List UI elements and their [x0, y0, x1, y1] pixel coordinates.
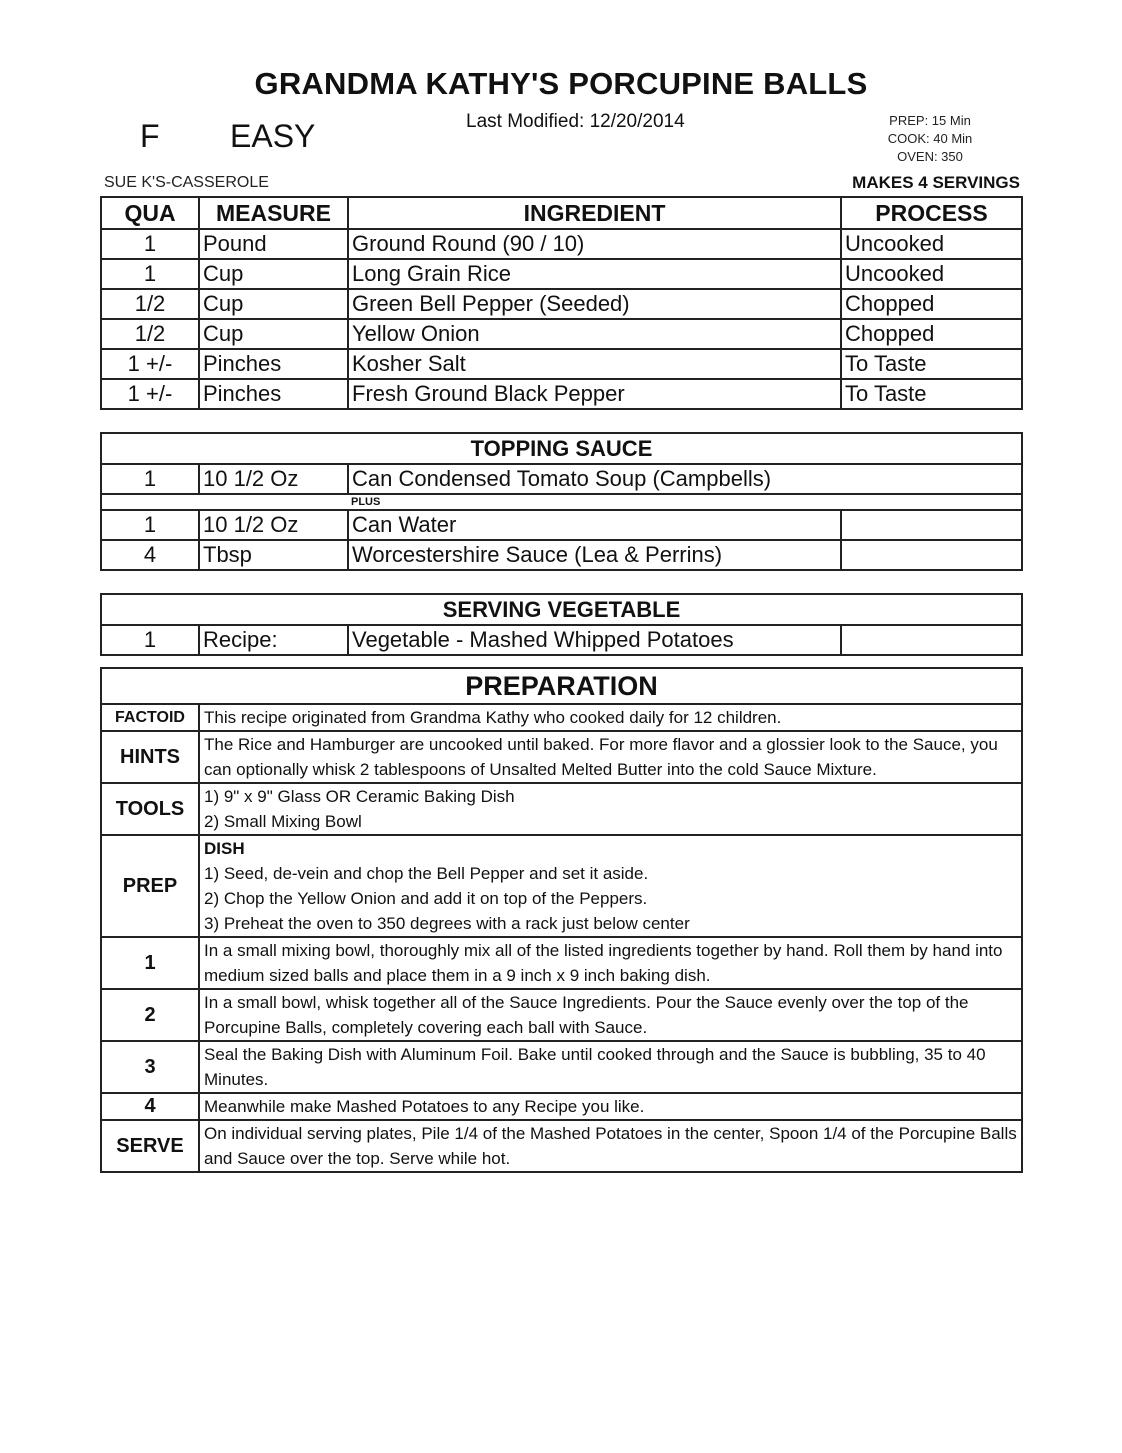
qty-cell: 1 [101, 625, 199, 655]
process-cell [841, 510, 1022, 540]
ingredient-cell: Vegetable - Mashed Whipped Potatoes [348, 625, 841, 655]
qty-cell: 1/2 [101, 319, 199, 349]
preparation-table [100, 667, 1023, 1173]
measure-cell: Pound [199, 229, 348, 259]
serving-vegetable-table [100, 593, 1023, 656]
preparation-title: PREPARATION [101, 668, 1022, 704]
process-cell [841, 540, 1022, 570]
last-modified: Last Modified: 12/20/2014 [466, 111, 685, 132]
hints-label: HINTS [101, 731, 199, 783]
table-row [101, 319, 1022, 349]
measure-cell: 10 1/2 Oz [199, 510, 348, 540]
step-label: 3 [101, 1041, 199, 1093]
step-text: In a small mixing bowl, thoroughly mix all of the listed ingredients together by hand. Roll them by hand into medium sized balls and place them in a 9 inch x 9 inch baking dish. [199, 937, 1022, 989]
measure-cell: Cup [199, 289, 348, 319]
prep-item: 2) Chop the Yellow Onion and add it on top of the Peppers. [204, 889, 648, 908]
table-row [101, 464, 1022, 494]
ingredients-table [100, 196, 1023, 410]
measure-cell: Cup [199, 259, 348, 289]
oven-temp: OVEN: 350 [897, 149, 963, 164]
qty-cell: 1 [101, 229, 199, 259]
table-row [101, 510, 1022, 540]
tools-list [199, 783, 1022, 835]
ingredient-cell: Yellow Onion [348, 319, 841, 349]
step-row [101, 989, 1022, 1041]
table-row [101, 229, 1022, 259]
recipe-category: SUE K'S-CASSEROLE [104, 174, 269, 191]
measure-cell: Pinches [199, 349, 348, 379]
tool-item: 2) Small Mixing Bowl [204, 812, 362, 831]
ingredient-cell: Can Condensed Tomato Soup (Campbells) [348, 464, 1022, 494]
table-row [101, 625, 1022, 655]
difficulty-label: EASY [230, 118, 316, 154]
prep-row [101, 835, 1022, 937]
step-label: 4 [101, 1093, 199, 1120]
qty-cell: 1 [101, 464, 199, 494]
recipe-title: GRANDMA KATHY'S PORCUPINE BALLS [254, 66, 868, 101]
header-ingredient: INGREDIENT [348, 197, 841, 229]
qty-cell: 1 [101, 510, 199, 540]
process-cell: To Taste [841, 349, 1022, 379]
qty-cell: 1 +/- [101, 379, 199, 409]
section-header-row [101, 433, 1022, 464]
table-row [101, 259, 1022, 289]
plus-row [101, 494, 1022, 510]
process-cell: To Taste [841, 379, 1022, 409]
step-row [101, 1041, 1022, 1093]
table-row [101, 540, 1022, 570]
factoid-label: FACTOID [101, 704, 199, 731]
ingredient-cell: Can Water [348, 510, 841, 540]
prep-label: PREP [101, 835, 199, 937]
qty-cell: 1/2 [101, 289, 199, 319]
table-row [101, 349, 1022, 379]
process-cell [841, 625, 1022, 655]
process-cell: Chopped [841, 319, 1022, 349]
serve-row [101, 1120, 1022, 1172]
cook-time: COOK: 40 Min [887, 131, 973, 146]
ingredient-cell: Ground Round (90 / 10) [348, 229, 841, 259]
section-header-row [101, 594, 1022, 625]
section-header-row [101, 668, 1022, 704]
header-process: PROCESS [841, 197, 1022, 229]
measure-cell: Pinches [199, 379, 348, 409]
prep-item: 3) Preheat the oven to 350 degrees with a rack just below center [204, 914, 690, 933]
factoid-row [101, 704, 1022, 731]
prep-list [199, 835, 1022, 937]
process-cell: Uncooked [841, 259, 1022, 289]
header-qua: QUA [101, 197, 199, 229]
ingredient-cell: Worcestershire Sauce (Lea & Perrins) [348, 540, 841, 570]
qty-cell: 4 [101, 540, 199, 570]
times-block [860, 112, 1000, 166]
hints-row [101, 731, 1022, 783]
step-label: 2 [101, 989, 199, 1041]
tool-item: 1) 9" x 9" Glass OR Ceramic Baking Dish [204, 787, 515, 806]
step-text: In a small bowl, whisk together all of the Sauce Ingredients. Pour the Sauce evenly over the top of the Porcupine Balls, completely covering each ball with Sauce. [199, 989, 1022, 1041]
servings: MAKES 4 SERVINGS [852, 173, 1020, 192]
recipe-class: F [140, 118, 160, 154]
measure-cell: Tbsp [199, 540, 348, 570]
prep-time: PREP: 15 Min [889, 113, 971, 128]
tools-label: TOOLS [101, 783, 199, 835]
qty-cell: 1 +/- [101, 349, 199, 379]
process-cell: Chopped [841, 289, 1022, 319]
serve-label: SERVE [101, 1120, 199, 1172]
topping-sauce-title: TOPPING SAUCE [101, 433, 1022, 464]
hints-text: The Rice and Hamburger are uncooked until baked. For more flavor and a glossier look to the Sauce, you can optionally whisk 2 tablespoons of Unsalted Melted Butter into the cold Sauce Mixture. [199, 731, 1022, 783]
step-text: Seal the Baking Dish with Aluminum Foil. Bake until cooked through and the Sauce is bubbling, 35 to 40 Minutes. [199, 1041, 1022, 1093]
serving-vegetable-title: SERVING VEGETABLE [101, 594, 1022, 625]
measure-cell: Recipe: [199, 625, 348, 655]
header-measure: MEASURE [199, 197, 348, 229]
process-cell: Uncooked [841, 229, 1022, 259]
topping-sauce-table [100, 432, 1023, 571]
serve-text: On individual serving plates, Pile 1/4 of the Mashed Potatoes in the center, Spoon 1/4 of the Porcupine Balls and Sauce over the top. Serve while hot. [199, 1120, 1022, 1172]
measure-cell: 10 1/2 Oz [199, 464, 348, 494]
step-row [101, 937, 1022, 989]
ingredient-cell: Long Grain Rice [348, 259, 841, 289]
measure-cell: Cup [199, 319, 348, 349]
factoid-text: This recipe originated from Grandma Kathy who cooked daily for 12 children. [199, 704, 1022, 731]
ingredient-cell: Fresh Ground Black Pepper [348, 379, 841, 409]
plus-label: PLUS [348, 494, 1022, 510]
ingredient-cell: Kosher Salt [348, 349, 841, 379]
prep-item: 1) Seed, de-vein and chop the Bell Pepper and set it aside. [204, 864, 649, 883]
prep-heading: DISH [204, 839, 245, 858]
ingredient-cell: Green Bell Pepper (Seeded) [348, 289, 841, 319]
tools-row [101, 783, 1022, 835]
step-text: Meanwhile make Mashed Potatoes to any Recipe you like. [199, 1093, 1022, 1120]
ingredients-header-row [101, 197, 1022, 229]
table-row [101, 289, 1022, 319]
step-label: 1 [101, 937, 199, 989]
step-row [101, 1093, 1022, 1120]
table-row [101, 379, 1022, 409]
qty-cell: 1 [101, 259, 199, 289]
